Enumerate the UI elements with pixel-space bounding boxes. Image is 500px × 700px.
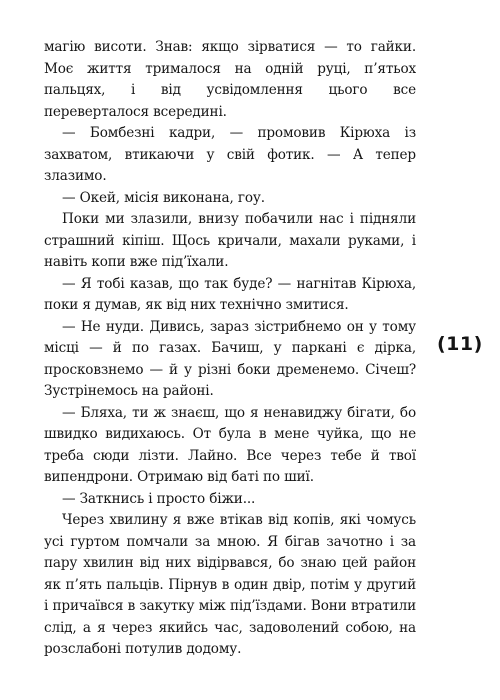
paragraph: — Бомбезні кадри, — промовив Кірюха із захватом, втикаючи у свій фотик. — А тепер злазимо. (44, 125, 416, 184)
paragraph: Поки ми злазили, внизу побачили нас і підняли страшний кіпіш. Щось кричали, махали руками, і навіть копи вже під’їхали. (44, 211, 416, 270)
paragraph: — Заткнись і просто біжи... (62, 490, 256, 507)
paragraph: магію висоти. Знав: якщо зірватися — то гайки. Моє життя трималося на одній руці, п’ятьох пальцях, і від усвідомлення цього все переверталося всередині. (44, 39, 416, 120)
paragraph: — Окей, місія виконана, гоу. (62, 189, 265, 206)
paragraph: — Я тобі казав, що так буде? — нагнітав Кірюха, поки я думав, як від них технічно змитися. (44, 275, 416, 313)
page-number: (11) (437, 333, 483, 355)
paragraph: — Бляха, ти ж знаєш, що я ненавиджу бігати, бо швидко видихаюсь. От була в мене чуйка, що не треба сюди лізти. Лайно. Все через тебе й твої випендрони. Отримаю від баті по шиї. (44, 404, 416, 485)
page-body-text (44, 37, 416, 661)
paragraph: Через хвилину я вже втікав від копів, які чомусь усі гуртом помчали за мною. Я бігав зачотно і за пару хвилин від них відірвався, бо знаю цей район як п’ять пальців. Пірнув в один двір, потім у другий і причаївся в закутку між під’їздами. Вони втратили слід, а я через якийсь час, задоволений собою, на розслабоні потулив додому. (44, 512, 416, 657)
paragraph: — Не нуди. Дивись, зараз зістрибнемо он у тому місці — й по газах. Бачиш, у паркані є дірка, просковзнемо — й у різні боки дременемо. Січеш? Зустрінемось на районі. (44, 318, 416, 399)
